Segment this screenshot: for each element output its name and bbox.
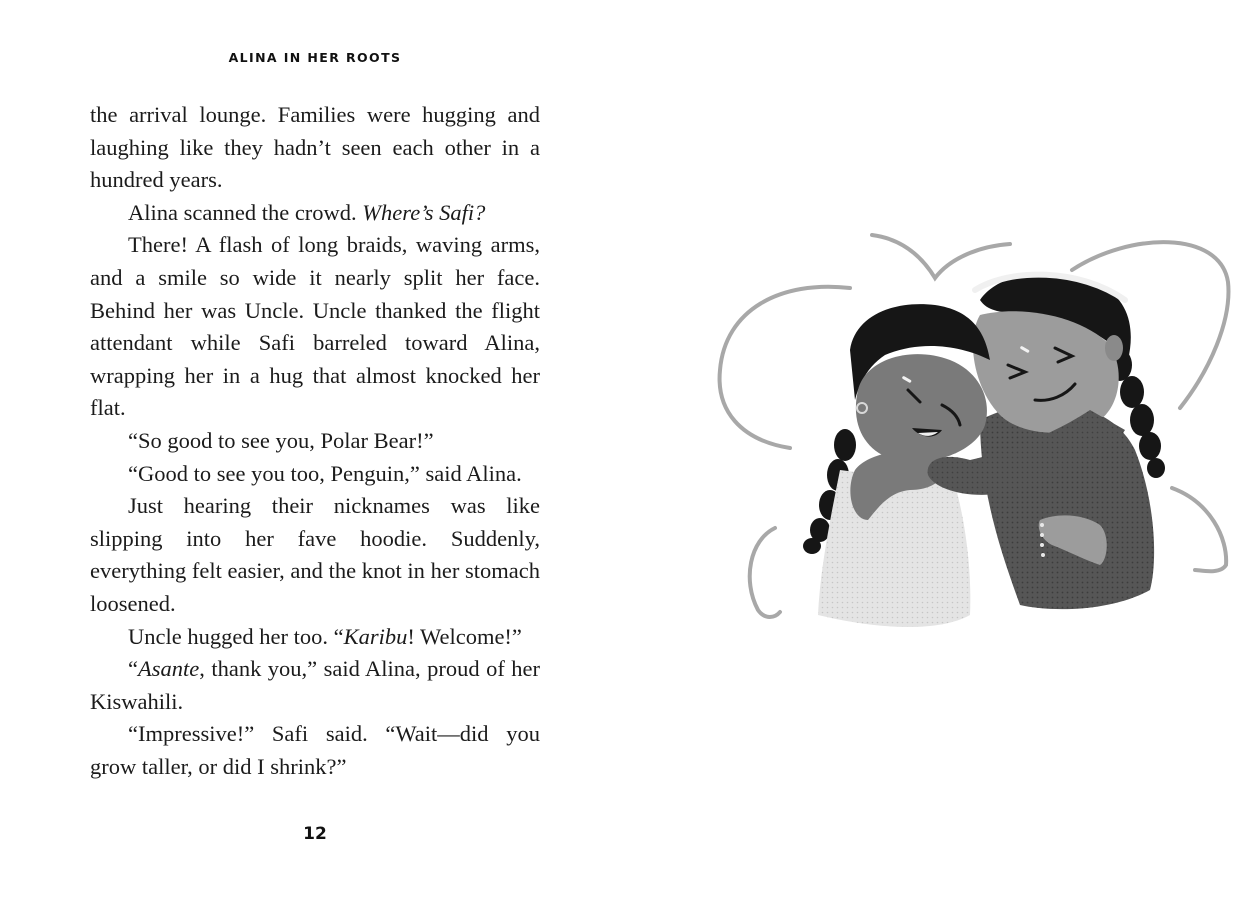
paragraph xyxy=(90,197,540,230)
paragraph: “So good to see you, Polar Bear!” xyxy=(128,427,434,453)
italic-text: Karibu xyxy=(343,623,408,649)
right-page xyxy=(630,0,1260,900)
paragraph xyxy=(90,621,540,654)
hug-illustration xyxy=(680,220,1240,660)
text-run: Uncle hugged her too. “ xyxy=(128,623,344,649)
italic-text: Asante xyxy=(138,656,200,682)
paragraph: There! A flash of long braids, waving arms, and a smile so wide it nearly split her face. Behind her was Uncle. Uncle thanked the flight attendant while Safi barreled toward Alina, wrapping her in a hug that almost knocked her flat. xyxy=(90,232,540,421)
italic-text: Where’s Safi? xyxy=(362,199,486,225)
page-number: 12 xyxy=(303,824,327,844)
paragraph: the arrival lounge. Families were hugging and laughing like they hadn’t seen each other in a hundred years. xyxy=(90,102,540,193)
paragraph xyxy=(90,653,540,718)
text-run: Alina scanned the crowd. xyxy=(128,199,363,225)
running-head: ALINA IN HER ROOTS xyxy=(228,50,402,65)
body-text xyxy=(90,99,540,783)
paragraph: “Impressive!” Safi said. “Wait—did you grow taller, or did I shrink?” xyxy=(90,721,540,779)
text-run: “ xyxy=(128,656,138,682)
paragraph: “Good to see you too, Penguin,” said Alina. xyxy=(128,460,522,486)
alina-face xyxy=(856,354,987,462)
paragraph: Just hearing their nicknames was like slipping into her fave hoodie. Suddenly, everything felt easier, and the knot in her stomach loosened. xyxy=(90,493,540,616)
text-run: ! Welcome!” xyxy=(407,623,522,649)
text-run: , thank you,” said Alina, proud of her Kiswahili. xyxy=(90,656,540,714)
